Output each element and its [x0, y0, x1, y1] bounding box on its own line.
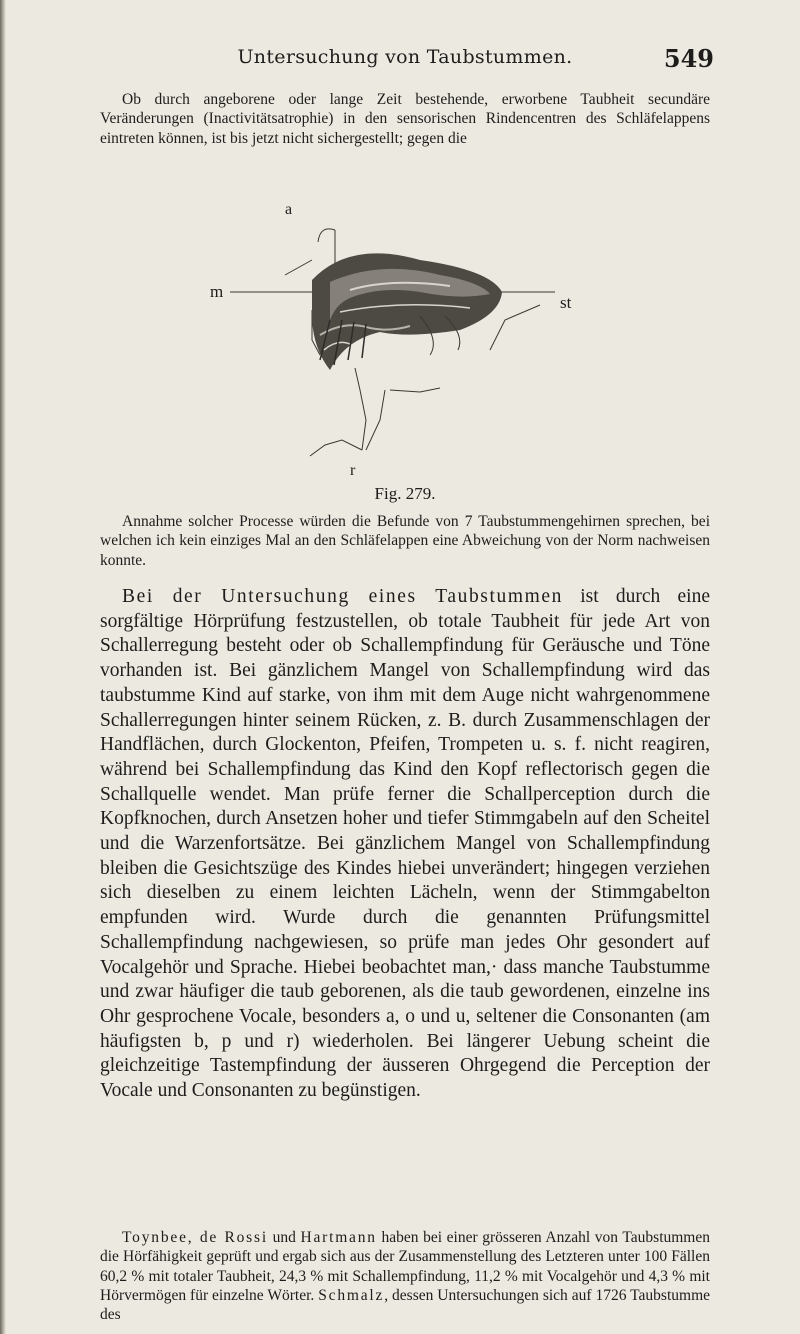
figure-label-r: r — [350, 462, 356, 479]
main-paragraph-lead: Bei der Untersuchung eines Taubstummen — [122, 586, 563, 607]
figure-label-a: a — [285, 201, 293, 218]
conjunction-text: und — [267, 1229, 301, 1246]
intro-paragraph: Ob durch angeborene oder lange Zeit bestehende, erworbene Taubheit secundäre Veränderungen (Inactivitätsatrophie) in den sensorischen Rindencentren des Schläfelappens eintreten können, ist bis jetzt nicht sichergestellt; gegen die — [100, 91, 710, 147]
final-paragraph-part1: haben bei einer grösseren Anzahl von Taubstummen die Hörfähigkeit geprüft und ergab sich aus der Zusammenstellung des Letzteren unter 100 Fällen 60,2 % mit totaler Taubheit, 24,3 % mit Schallempfindung, 11,2 % mit Vocalgehör und 4,3 % mit Hörvermögen für einzelne Wörter. — [100, 1229, 710, 1304]
brain-section-illustration — [210, 201, 610, 510]
main-paragraph — [100, 585, 710, 1104]
author-names: Toynbee, de Rossi — [122, 1229, 268, 1246]
page-number: 549 — [663, 44, 714, 73]
brain-tissue — [312, 253, 502, 370]
final-paragraph — [100, 1228, 710, 1324]
author-schmalz: Schmalz — [318, 1286, 385, 1304]
after-figure-paragraph: Annahme solcher Processe würden die Befunde von 7 Taubstummengehirnen sprechen, bei welchen ich kein einziges Mal an den Schläfelappen eine Abweichung von der Norm nachweisen konnte. — [100, 513, 710, 569]
page-header — [100, 40, 714, 80]
final-paragraph-part2: , dessen Untersuchungen sich auf 1726 Taubstumme des — [100, 1286, 710, 1324]
running-title: Untersuchung von Taubstummen. — [237, 46, 573, 68]
figure-label-st: st — [560, 293, 572, 312]
main-paragraph-body: ist durch eine sorgfältige Hörprüfung festzustellen, ob totale Taubheit für jede Art von Schallerregung besteht oder ob Schallempfindung für Geräusche und Töne vorhanden ist. Bei gänzlichem Mangel von Schallempfindung wird das taubstumme Kind auf starke, von ihm mit dem Auge nicht wahrgenommene Schallerregungen hinter seinem Rücken, z. B. durch Zusammenschlagen der Handflächen, durch Glockenton, Pfeifen, Trompeten u. s. f. nicht reagiren, während bei Schallempfindung das Kind den Kopf reflectorisch gegen die Schallquelle wendet. Man prüfe ferner die Schallperception durch die Kopfknochen, durch Ansetzen hoher und tiefer Stimmgabeln auf den Scheitel und die Warzenfortsätze. Bei gänzlichem Mangel von Schallempfindung bleiben die Gesichtszüge des Kindes hiebei unverändert; hingegen verziehen sich dieselben zu einem leichten Lächeln, wenn der Stimmgabelton empfunden wird. Wurde durch die genannten Prüfungsmittel Schallempfindung nachgewiesen, so prüfe man jedes Ohr gesondert auf Vocalgehör und Sprache. Hiebei beobachtet man,· dass manche Taubstumme und zwar häufiger die taub geborenen, als die taub gewordenen, einzelne ins Ohr gesprochene Vocale, besonders a, o und u, seltener die Consonanten (am häufigsten b, p und r) wiederholen. Bei längerer Uebung scheint die gleichzeitige Tastempfindung der äusseren Ohrgegend die Perception der Vocale und Consonanten zu begünstigen. — [100, 586, 710, 1102]
author-hartmann: Hartmann — [300, 1229, 377, 1246]
figure-caption: Fig. 279. — [374, 484, 436, 503]
page-spine-shadow — [0, 0, 6, 1334]
figure-label-m: m — [210, 282, 224, 301]
figure-279 — [210, 201, 610, 510]
